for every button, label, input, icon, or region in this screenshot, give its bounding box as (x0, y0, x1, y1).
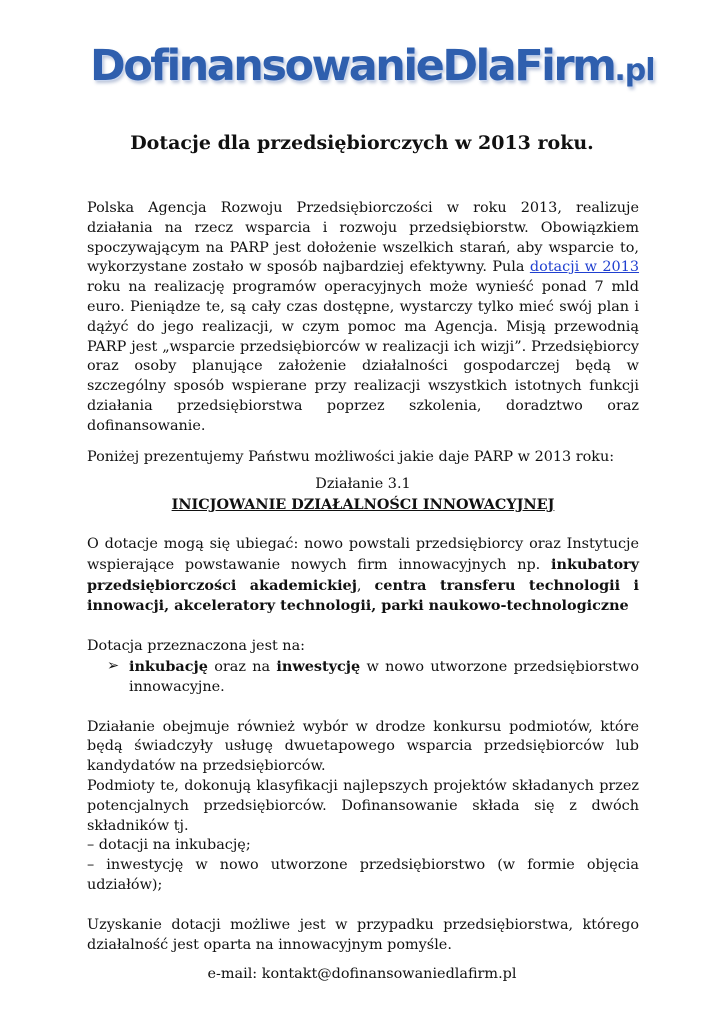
site-logo (90, 36, 655, 96)
purpose-intro: Dotacja przeznaczona jest na: (87, 638, 306, 655)
possibilities-paragraph: Poniżej prezentujemy Państwu możliwości jakie daje PARP w 2013 roku: (87, 448, 615, 465)
logo-tld: .pl (614, 53, 655, 88)
component-item-2: – inwestycję w nowo utworzone przedsiębiorstwo (w formie objęcia udziałów); (87, 857, 639, 893)
intro-paragraph (87, 199, 639, 437)
document-body (87, 199, 639, 955)
eligibility-intro: O dotacje mogą się ubiegać: nowo powstali przedsiębiorcy oraz Instytucje wspierające powstawanie nowych firm innowacyjnych np. (87, 535, 639, 573)
eligibility-paragraph (87, 535, 639, 617)
document-title: Dotacje dla przedsiębiorczych w 2013 roku. (130, 132, 594, 154)
eligibility-bold-2: centra transferu technologii i innowacji, akceleratory technologii, parki naukowo-technologiczne (87, 576, 640, 615)
purpose-mid: oraz na (207, 658, 277, 675)
intro-text-end: roku na realizację programów operacyjnych może wynieść ponad 7 mld euro. Pieniądze te, są cały czas dostępne, wystarczy tylko mieć swój plan i dążyć do jego realizacji, w czym pomoc ma Agencja. Misją przewodnią PARP jest „wsparcie przedsiębiorców w realizacji ich wizji”. Przedsiębiorcy oraz osoby planujące założenie działalności gospodarczej będą w szczególny sposób wspierane przy realizacji wszystkich istotnych funkcji działania przedsiębiorstwa poprzez szkolenia, doradztwo oraz dofinansowanie. (87, 279, 639, 434)
arrow-bullet-icon: ➢ (107, 657, 120, 674)
footer-email: e-mail: kontakt@dofinansowaniedlafirm.pl (207, 966, 517, 982)
selection-paragraph: Działanie obejmuje również wybór w drodze konkursu podmiotów, które będą świadczyły usługę dwuetapowego wsparcia przedsiębiorców lub kandydatów na przedsiębiorców. (87, 718, 639, 775)
purpose-bold-1: inkubację (129, 657, 208, 675)
purpose-rest: w nowo utworzone przedsiębiorstwo innowacyjne. (129, 658, 639, 695)
purpose-bold-2: inwestycję (276, 657, 361, 675)
action-name-heading: INICJOWANIE DZIAŁALNOŚCI INNOWACYJNEJ (171, 496, 555, 514)
purpose-bullet (87, 657, 639, 698)
logo-main-text: DofinansowanieDlaFirm (90, 41, 615, 91)
component-item-1: – dotacji na inkubację; (87, 837, 251, 854)
eligibility-bold-1: inkubatory przedsiębiorczości akademickiej (87, 555, 639, 594)
conditions-paragraph: Uzyskanie dotacji możliwe jest w przypadku przedsiębiorstwa, którego działalność jest oparta na innowacyjnym pomyśle. (87, 916, 639, 953)
action-number: Działanie 3.1 (315, 476, 411, 493)
intro-text-start: Polska Agencja Rozwoju Przedsiębiorczości w roku 2013, realizuje działania na rzecz wsparcia i rozwoju przedsiębiorstw. Obowiązkiem spoczywającym na PARP jest dołożenie wszelkich starań, aby wsparcie to, wykorzystane zostało w sposób najbardziej efektywny. Pula (87, 200, 639, 276)
eligibility-separator: , (356, 577, 375, 594)
purpose-bullet-text (129, 657, 639, 698)
dotacje-2013-link[interactable]: dotacji w 2013 (529, 259, 640, 276)
classification-paragraph: Podmioty te, dokonują klasyfikacji najlepszych projektów składanych przez potencjalnych przedsiębiorców. Dofinansowanie składa się z dwóch składników tj. (87, 777, 639, 834)
